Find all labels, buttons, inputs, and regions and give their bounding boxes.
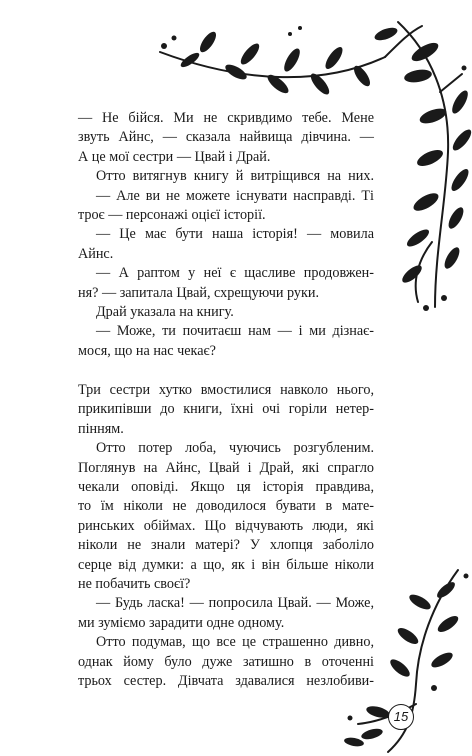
text-line: однак йому було дуже затишно в оточенні: [78, 653, 374, 670]
text-line: Айнс.: [78, 245, 114, 262]
text-line: серце від думки: а що, як і він більше ніколи: [78, 556, 374, 573]
text-line: — Будь ласка! — попросила Цвай. — Може,: [96, 595, 374, 612]
text-line: не побачить своєї?: [78, 576, 191, 593]
text-line: ня? — запитала Цвай, схрещуючи руки.: [78, 284, 320, 301]
text-line: чекали оповіді. Якщо ця історія правдива,: [78, 479, 374, 496]
text-line: то їм ніколи не доводилося бувати в мате-: [78, 498, 374, 515]
text-line: ми зуміємо зарадити одне одному.: [78, 614, 285, 631]
text-line: Три сестри хутко вмостилися навколо нього,: [78, 382, 374, 398]
text-line: Отто витягнув книгу й витріщився на них.: [96, 168, 374, 185]
text-line: Поглянув на Айнс, Цвай і Драй, які спрагло: [78, 459, 374, 476]
text-line: Отто потер лоба, чуючись розгубленим.: [96, 440, 374, 457]
page-number: 15: [388, 704, 414, 730]
text-line: троє — персонажі оцієї історії.: [78, 207, 266, 224]
text-block-1: [78, 109, 374, 361]
text-line: — Може, ти почитаєш нам — і ми дізнає-: [96, 323, 374, 340]
text-line: ніколи не знали матері? У хлопця заболіло: [78, 537, 374, 554]
text-line: А це мої сестри — Цвай і Драй.: [78, 148, 271, 165]
text-line: — А раптом у неї є щасливе продовжен-: [96, 265, 374, 282]
text-line: трьох сестер. Дівчата здавалися незлобиви-: [78, 673, 374, 690]
text-line: Отто подумав, що все це страшенно дивно,: [96, 634, 374, 651]
text-line: мося, що на нас чекає?: [78, 342, 216, 359]
text-line: Драй указала на книгу.: [96, 304, 234, 321]
text-line: звуть Айнс, — сказала найвища дівчина. —: [78, 129, 374, 146]
text-line: — Але ви не можете існувати насправді. Ті: [96, 187, 374, 204]
text-line: — Це має бути наша історія! — мовила: [96, 226, 374, 243]
text-line: — Не бійся. Ми не скривдимо тебе. Мене: [78, 110, 374, 126]
text-line: пінням.: [78, 420, 124, 437]
text-block-2: [78, 381, 374, 692]
text-line: прикипівши до книги, їхні очі горіли нетер-: [78, 401, 374, 418]
text-line: ринських обіймах. Що відчувають люди, які: [78, 517, 374, 534]
